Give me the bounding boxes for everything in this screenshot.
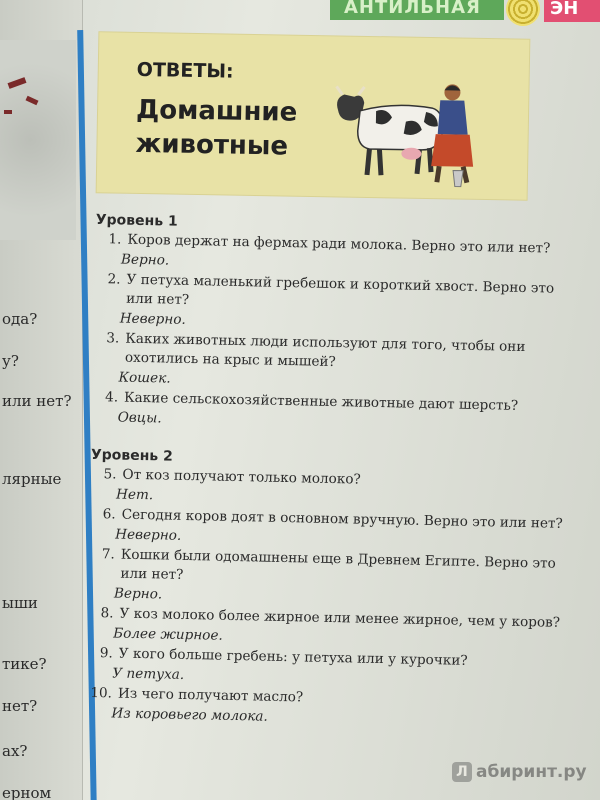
- header-card: [97, 32, 530, 199]
- answers-label: ОТВЕТЫ:: [136, 58, 234, 83]
- labirint-logo-icon: Л: [452, 762, 472, 782]
- answer-text: Верно.: [120, 251, 170, 269]
- level-2-list: [85, 465, 570, 733]
- left-page-fragment: тике?: [2, 655, 47, 673]
- question-text: Какие сельскохозяйственные животные дают шерсть?: [123, 389, 519, 414]
- left-page-fragment: ерном: [2, 784, 52, 800]
- answer-text: Нет.: [115, 486, 154, 504]
- answer-text: Неверно.: [115, 526, 182, 544]
- question-text: Из чего получают масло?: [117, 685, 304, 706]
- answer-text: Верно.: [113, 585, 163, 603]
- banner-swirl-icon: [506, 0, 540, 26]
- level-1-list: [91, 230, 575, 437]
- question-number: 6.: [102, 506, 116, 523]
- left-page: [0, 0, 83, 800]
- watermark-text: абиринт.ру: [476, 762, 587, 782]
- question-number: 4.: [104, 389, 119, 406]
- answer-text: Кошек.: [118, 369, 171, 387]
- page-title: Домашние животные: [135, 94, 298, 162]
- left-page-fragment: нет?: [2, 697, 38, 715]
- answer-text: Более жирное.: [113, 625, 223, 644]
- question-text: Кошки были одомашнены еще в Древнем Египте. Верно это или нет?: [120, 546, 556, 583]
- top-banner: [330, 0, 600, 26]
- question-text: У петуха маленький гребешок и короткий хвост. Верно это или нет?: [126, 271, 555, 308]
- level-2-heading: Уровень 2: [90, 446, 173, 465]
- question-text: Сегодня коров доят в основном вручную. Верно это или нет?: [121, 506, 563, 532]
- banner-left-word: АНТИЛЬНАЯ: [330, 0, 504, 20]
- level-1-heading: Уровень 1: [95, 212, 178, 230]
- left-page-fragment: или нет?: [2, 392, 72, 410]
- answers-content: [85, 212, 576, 734]
- left-page-fragment: ах?: [2, 742, 28, 760]
- question-number: 1.: [108, 231, 122, 248]
- answer-text: Овцы.: [117, 409, 162, 427]
- left-page-fragment: лярные: [2, 470, 62, 488]
- question-text: Коров держат на фермах ради молока. Верно это или нет?: [127, 231, 551, 257]
- question-number: 10.: [90, 684, 113, 702]
- question-text: У кого больше гребень: у петуха или у курочки?: [118, 645, 468, 669]
- left-page-fragment: ыши: [2, 594, 38, 612]
- question-number: 3.: [106, 330, 120, 347]
- question-number: 5.: [103, 466, 117, 483]
- question-number: 2.: [107, 271, 121, 288]
- left-page-illustration: [0, 40, 76, 240]
- left-page-fragment: ода?: [2, 310, 38, 328]
- answer-text: Неверно.: [119, 310, 186, 328]
- answer-text: Из коровьего молока.: [111, 705, 268, 725]
- question-number: 7.: [101, 546, 115, 563]
- banner-right-word: ЭН: [544, 0, 600, 22]
- question-text: У коз молоко более жирное или менее жирное, чем у коров?: [119, 605, 561, 631]
- watermark: [452, 762, 587, 782]
- question-number: 8.: [100, 605, 114, 622]
- cow-farmer-illustration: [313, 76, 485, 191]
- left-page-fragment: у?: [2, 352, 19, 370]
- question-text: От коз получают только молоко?: [122, 466, 361, 488]
- question-text: Каких животных люди используют для того, чтобы они охотились на крыс и мышей?: [124, 330, 526, 371]
- question-number: 9.: [99, 645, 113, 662]
- answer-text: У петуха.: [112, 665, 185, 683]
